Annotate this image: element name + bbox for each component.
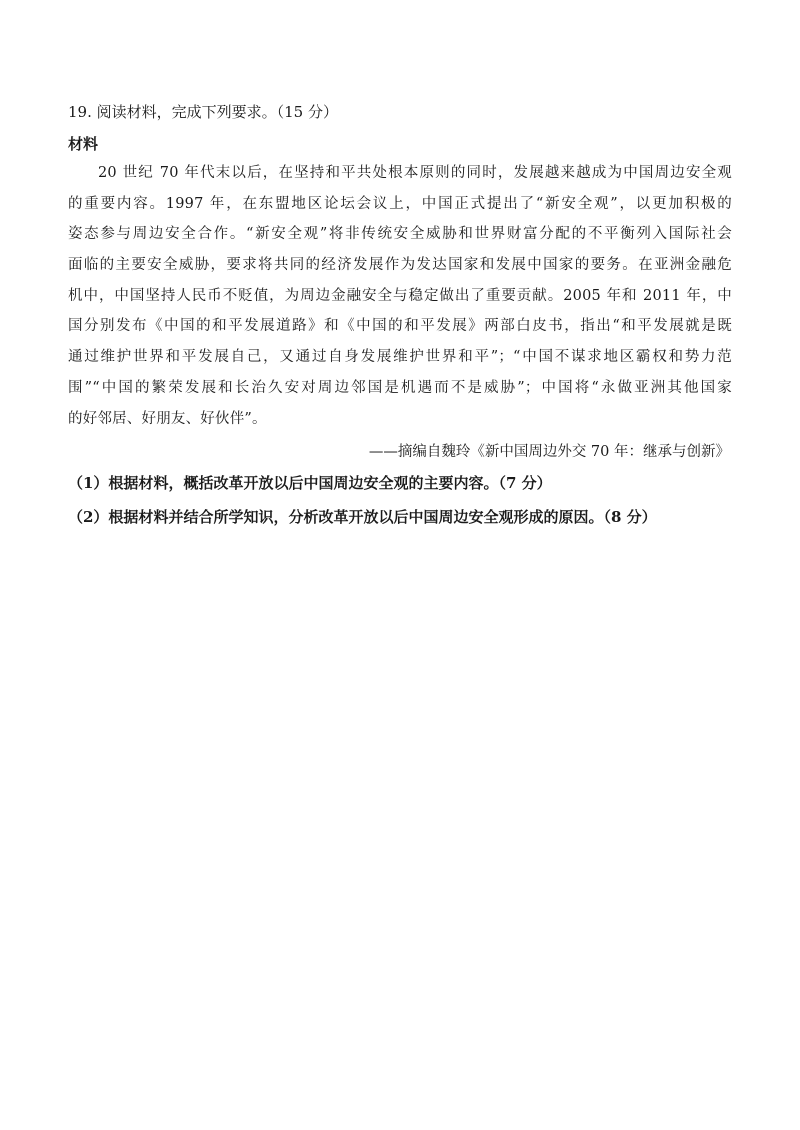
material-source: ——摘编自魏玲《新中国周边外交 70 年：继承与创新》 — [368, 444, 730, 460]
material-passage — [68, 158, 732, 434]
material-label: 材料 — [68, 135, 99, 153]
material-line: 机中，中国坚持人民币不贬值，为周边金融安全与稳定做出了重要贡献。2005 年和 2011 年，中 — [68, 287, 732, 304]
material-line: 的重要内容。1997 年，在东盟地区论坛会议上，中国正式提出了“新安全观”，以更加积极的 — [68, 195, 732, 212]
material-line: 通过维护世界和平发展自己，又通过自身发展维护世界和平”；“中国不谋求地区霸权和势力范 — [68, 349, 732, 366]
sub-question-2: （2）根据材料并结合所学知识，分析改革开放以后中国周边安全观形成的原因。（8 分） — [68, 508, 657, 526]
material-line: 的好邻居、好朋友、好伙伴”。 — [68, 410, 267, 427]
material-line: 姿态参与周边安全合作。“新安全观”将非传统安全威胁和世界财富分配的不平衡列入国际社会 — [68, 226, 732, 243]
material-line: 围”“中国的繁荣发展和长治久安对周边邻国是机遇而不是威胁”；中国将“永做亚洲其他国家 — [68, 379, 732, 396]
material-line: 20 世纪 70 年代末以后，在坚持和平共处根本原则的同时，发展越来越成为中国周边安全观 — [98, 165, 732, 181]
material-line: 国分别发布《中国的和平发展道路》和《中国的和平发展》两部白皮书，指出“和平发展就是既 — [68, 318, 732, 335]
material-line: 面临的主要安全威胁，要求将共同的经济发展作为发达国家和发展中国家的要务。在亚洲金融危 — [68, 257, 732, 274]
question-header: 19. 阅读材料，完成下列要求。（15 分） — [68, 103, 338, 121]
sub-question-1: （1）根据材料，概括改革开放以后中国周边安全观的主要内容。（7 分） — [68, 474, 552, 492]
